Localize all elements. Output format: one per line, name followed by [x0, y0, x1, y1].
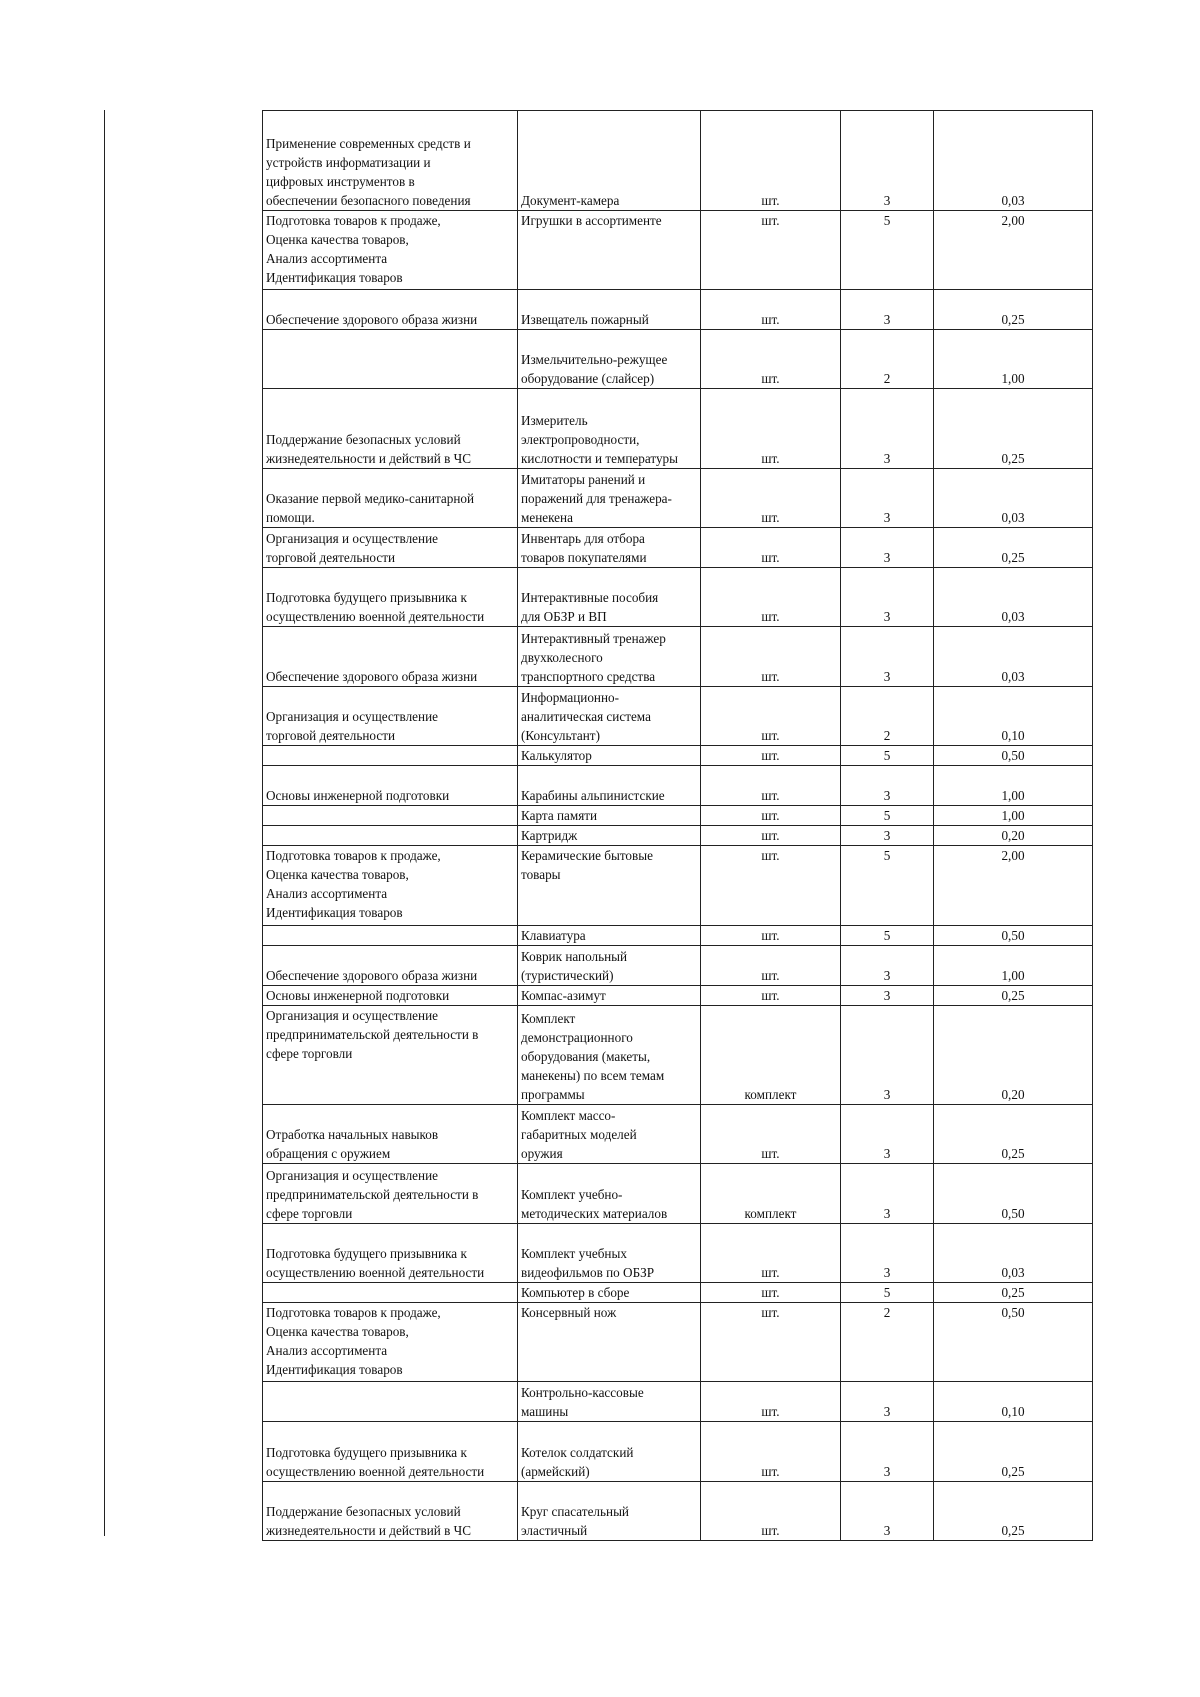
item-name-cell: Керамические бытовые товары [518, 846, 701, 926]
section-cell [263, 1382, 518, 1422]
quantity-cell: 3 [841, 1422, 934, 1482]
item-name-cell: Карабины альпинистские [518, 766, 701, 806]
item-name-cell: Измельчительно-режущее оборудование (слайсер) [518, 330, 701, 389]
item-name-cell: Клавиатура [518, 926, 701, 946]
unit-cell: шт. [701, 211, 841, 290]
unit-cell: шт. [701, 1105, 841, 1164]
section-cell: Основы инженерной подготовки [263, 766, 518, 806]
section-cell: Оказание первой медико-санитарной помощи. [263, 469, 518, 528]
table-row [263, 1164, 1093, 1224]
section-cell: Подготовка товаров к продаже, Оценка качества товаров, Анализ ассортимента Идентификация товаров [263, 846, 518, 926]
section-cell: Отработка начальных навыков обращения с оружием [263, 1105, 518, 1164]
table-row [263, 1006, 1093, 1105]
unit-cell: шт. [701, 846, 841, 926]
unit-cell: шт. [701, 946, 841, 986]
norm-cell: 0,20 [934, 826, 1093, 846]
quantity-cell: 3 [841, 1382, 934, 1422]
quantity-cell: 5 [841, 806, 934, 826]
table-row [263, 1382, 1093, 1422]
unit-cell: шт. [701, 469, 841, 528]
quantity-cell: 3 [841, 1105, 934, 1164]
unit-cell: шт. [701, 290, 841, 330]
quantity-cell: 3 [841, 1224, 934, 1283]
unit-cell: шт. [701, 687, 841, 746]
section-cell [263, 746, 518, 766]
section-cell [263, 1283, 518, 1303]
item-name-cell: Картридж [518, 826, 701, 846]
norm-cell: 0,25 [934, 389, 1093, 469]
section-cell: Поддержание безопасных условий жизнедеятельности и действий в ЧС [263, 1482, 518, 1541]
item-name-cell: Коврик напольный (туристический) [518, 946, 701, 986]
table-row [263, 389, 1093, 469]
table-row [263, 111, 1093, 211]
item-name-cell: Интерактивные пособия для ОБЗР и ВП [518, 568, 701, 627]
quantity-cell: 3 [841, 946, 934, 986]
unit-cell: шт. [701, 1303, 841, 1382]
table-row [263, 1224, 1093, 1283]
norm-cell: 1,00 [934, 766, 1093, 806]
table-row [263, 290, 1093, 330]
section-cell: Основы инженерной подготовки [263, 986, 518, 1006]
norm-cell: 0,10 [934, 1382, 1093, 1422]
table-row [263, 946, 1093, 986]
unit-cell: шт. [701, 986, 841, 1006]
unit-cell: шт. [701, 627, 841, 687]
unit-cell: шт. [701, 111, 841, 211]
table-row [263, 926, 1093, 946]
quantity-cell: 3 [841, 568, 934, 627]
section-cell [263, 330, 518, 389]
quantity-cell: 3 [841, 469, 934, 528]
norm-cell: 0,20 [934, 1006, 1093, 1105]
quantity-cell: 5 [841, 746, 934, 766]
item-name-cell: Карта памяти [518, 806, 701, 826]
table-row [263, 469, 1093, 528]
unit-cell: шт. [701, 330, 841, 389]
equipment-table [262, 110, 1093, 1541]
norm-cell: 0,10 [934, 687, 1093, 746]
section-cell: Организация и осуществление торговой деятельности [263, 528, 518, 568]
item-name-cell: Комплект учебно- методических материалов [518, 1164, 701, 1224]
table-row [263, 986, 1093, 1006]
item-name-cell: Измеритель электропроводности, кислотности и температуры [518, 389, 701, 469]
quantity-cell: 2 [841, 687, 934, 746]
table-row [263, 1422, 1093, 1482]
quantity-cell: 3 [841, 1006, 934, 1105]
quantity-cell: 3 [841, 986, 934, 1006]
norm-cell: 0,50 [934, 926, 1093, 946]
section-cell: Подготовка будущего призывника к осуществлению военной деятельности [263, 1422, 518, 1482]
quantity-cell: 3 [841, 1482, 934, 1541]
norm-cell: 0,25 [934, 1283, 1093, 1303]
norm-cell: 0,25 [934, 986, 1093, 1006]
item-name-cell: Калькулятор [518, 746, 701, 766]
item-name-cell: Интерактивный тренажер двухколесного транспортного средства [518, 627, 701, 687]
unit-cell: шт. [701, 389, 841, 469]
norm-cell: 0,03 [934, 627, 1093, 687]
section-cell: Организация и осуществление предпринимательской деятельности в сфере торговли [263, 1164, 518, 1224]
table-row [263, 1105, 1093, 1164]
table-row [263, 1283, 1093, 1303]
norm-cell: 0,03 [934, 1224, 1093, 1283]
unit-cell: шт. [701, 746, 841, 766]
norm-cell: 0,50 [934, 1164, 1093, 1224]
table-row [263, 746, 1093, 766]
item-name-cell: Имитаторы ранений и поражений для тренажера- менекена [518, 469, 701, 528]
quantity-cell: 5 [841, 211, 934, 290]
section-cell [263, 926, 518, 946]
table-row [263, 806, 1093, 826]
item-name-cell: Документ-камера [518, 111, 701, 211]
page-margin-rule [104, 110, 105, 1536]
quantity-cell: 3 [841, 290, 934, 330]
quantity-cell: 5 [841, 926, 934, 946]
item-name-cell: Извещатель пожарный [518, 290, 701, 330]
norm-cell: 0,25 [934, 1105, 1093, 1164]
table-row [263, 766, 1093, 806]
norm-cell: 0,50 [934, 746, 1093, 766]
item-name-cell: Контрольно-кассовые машины [518, 1382, 701, 1422]
unit-cell: шт. [701, 1482, 841, 1541]
norm-cell: 0,03 [934, 469, 1093, 528]
section-cell [263, 826, 518, 846]
norm-cell: 0,03 [934, 111, 1093, 211]
norm-cell: 2,00 [934, 846, 1093, 926]
unit-cell: комплект [701, 1006, 841, 1105]
item-name-cell: Круг спасательный эластичный [518, 1482, 701, 1541]
norm-cell: 1,00 [934, 946, 1093, 986]
table-row [263, 826, 1093, 846]
unit-cell: шт. [701, 1224, 841, 1283]
section-cell: Подготовка товаров к продаже, Оценка качества товаров, Анализ ассортимента Идентификация товаров [263, 211, 518, 290]
section-cell: Применение современных средств и устройств информатизации и цифровых инструментов в обеспечении безопасного поведения [263, 111, 518, 211]
section-cell [263, 806, 518, 826]
unit-cell: комплект [701, 1164, 841, 1224]
section-cell: Обеспечение здорового образа жизни [263, 290, 518, 330]
table-row [263, 330, 1093, 389]
item-name-cell: Комплект учебных видеофильмов по ОБЗР [518, 1224, 701, 1283]
quantity-cell: 3 [841, 389, 934, 469]
unit-cell: шт. [701, 1382, 841, 1422]
item-name-cell: Инвентарь для отбора товаров покупателями [518, 528, 701, 568]
unit-cell: шт. [701, 1422, 841, 1482]
norm-cell: 0,25 [934, 1482, 1093, 1541]
quantity-cell: 5 [841, 846, 934, 926]
section-cell: Обеспечение здорового образа жизни [263, 946, 518, 986]
quantity-cell: 2 [841, 1303, 934, 1382]
quantity-cell: 3 [841, 528, 934, 568]
section-cell: Подготовка будущего призывника к осуществлению военной деятельности [263, 1224, 518, 1283]
table-row [263, 846, 1093, 926]
table-row [263, 1303, 1093, 1382]
section-cell: Подготовка товаров к продаже, Оценка качества товаров, Анализ ассортимента Идентификация товаров [263, 1303, 518, 1382]
table-row [263, 627, 1093, 687]
quantity-cell: 3 [841, 826, 934, 846]
quantity-cell: 2 [841, 330, 934, 389]
table-row [263, 1482, 1093, 1541]
norm-cell: 0,50 [934, 1303, 1093, 1382]
table-row [263, 528, 1093, 568]
quantity-cell: 3 [841, 766, 934, 806]
item-name-cell: Консервный нож [518, 1303, 701, 1382]
unit-cell: шт. [701, 766, 841, 806]
item-name-cell: Компьютер в сборе [518, 1283, 701, 1303]
section-cell: Обеспечение здорового образа жизни [263, 627, 518, 687]
item-name-cell: Компас-азимут [518, 986, 701, 1006]
norm-cell: 1,00 [934, 330, 1093, 389]
quantity-cell: 5 [841, 1283, 934, 1303]
norm-cell: 0,25 [934, 528, 1093, 568]
quantity-cell: 3 [841, 111, 934, 211]
quantity-cell: 3 [841, 627, 934, 687]
table-row [263, 687, 1093, 746]
quantity-cell: 3 [841, 1164, 934, 1224]
item-name-cell: Котелок солдатский (армейский) [518, 1422, 701, 1482]
unit-cell: шт. [701, 926, 841, 946]
unit-cell: шт. [701, 1283, 841, 1303]
unit-cell: шт. [701, 528, 841, 568]
norm-cell: 0,03 [934, 568, 1093, 627]
unit-cell: шт. [701, 806, 841, 826]
unit-cell: шт. [701, 568, 841, 627]
norm-cell: 1,00 [934, 806, 1093, 826]
section-cell: Подготовка будущего призывника к осуществлению военной деятельности [263, 568, 518, 627]
section-cell: Организация и осуществление торговой деятельности [263, 687, 518, 746]
unit-cell: шт. [701, 826, 841, 846]
section-cell: Организация и осуществление предпринимательской деятельности в сфере торговли [263, 1006, 518, 1105]
item-name-cell: Комплект демонстрационного оборудования (макеты, манекены) по всем темам программы [518, 1006, 701, 1105]
norm-cell: 2,00 [934, 211, 1093, 290]
item-name-cell: Игрушки в ассортименте [518, 211, 701, 290]
table-row [263, 568, 1093, 627]
item-name-cell: Комплект массо- габаритных моделей оружия [518, 1105, 701, 1164]
norm-cell: 0,25 [934, 290, 1093, 330]
section-cell: Поддержание безопасных условий жизнедеятельности и действий в ЧС [263, 389, 518, 469]
item-name-cell: Информационно- аналитическая система (Консультант) [518, 687, 701, 746]
table-row [263, 211, 1093, 290]
norm-cell: 0,25 [934, 1422, 1093, 1482]
